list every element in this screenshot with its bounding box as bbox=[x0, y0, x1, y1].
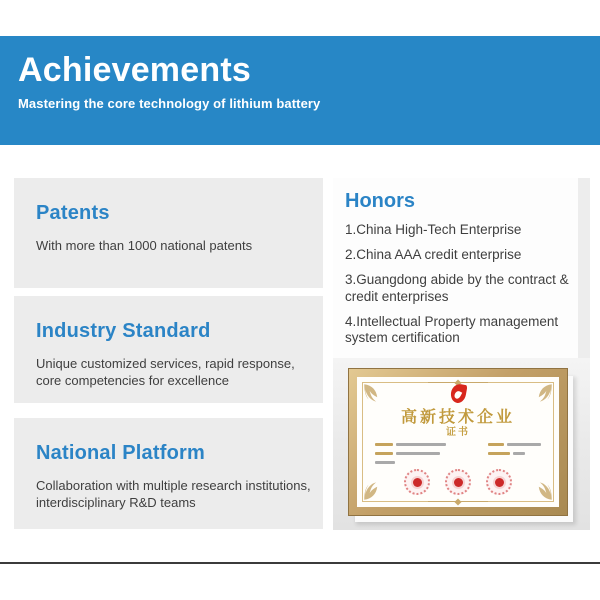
card-industry-standard bbox=[14, 296, 323, 403]
card-patents bbox=[14, 178, 323, 288]
card-industry-standard-title: Industry Standard bbox=[36, 320, 211, 342]
card-national-platform-body: Collaboration with multiple research institutions, interdisciplinary R&D teams bbox=[36, 478, 311, 510]
certificate-inner bbox=[357, 377, 559, 507]
honor-item: 1.China High-Tech Enterprise bbox=[345, 222, 522, 237]
page-subtitle: Mastering the core technology of lithium battery bbox=[18, 96, 321, 112]
honors-card bbox=[333, 178, 590, 530]
certificate-text-lines bbox=[375, 443, 541, 470]
certificate-photo bbox=[333, 358, 590, 530]
card-national-platform-title: National Platform bbox=[36, 442, 205, 464]
card-national-platform bbox=[14, 418, 323, 529]
certificate-title: 高新技术企业 bbox=[400, 409, 515, 426]
honor-item: 3.Guangdong abide by the contract & credit enterprises bbox=[345, 272, 569, 304]
bottom-ornament-icon bbox=[428, 499, 488, 504]
left-column bbox=[14, 178, 323, 529]
bottom-divider bbox=[0, 562, 600, 564]
certificate-text-left bbox=[375, 443, 446, 470]
honors-list-box bbox=[333, 178, 578, 358]
red-seal-icon bbox=[404, 469, 430, 495]
honors-title: Honors bbox=[345, 190, 415, 212]
card-patents-title: Patents bbox=[36, 202, 110, 224]
honor-item: 4.Intellectual Property management system certification bbox=[345, 313, 559, 345]
page-title: Achievements bbox=[18, 51, 251, 89]
red-seal-icon bbox=[445, 469, 471, 495]
card-patents-body: With more than 1000 national patents bbox=[36, 238, 253, 253]
certificate-text-right bbox=[488, 443, 541, 470]
flame-logo-icon bbox=[449, 383, 467, 404]
certificate-seals bbox=[357, 469, 559, 495]
section-header bbox=[0, 36, 600, 145]
honor-item: 2.China AAA credit enterprise bbox=[345, 247, 522, 263]
certificate-subtitle: 证书 bbox=[446, 427, 470, 438]
card-industry-standard-body: Unique customized services, rapid response, core competencies for excellence bbox=[36, 356, 295, 388]
honors-list bbox=[345, 222, 578, 346]
red-seal-icon bbox=[486, 469, 512, 495]
certificate-frame bbox=[348, 368, 568, 516]
